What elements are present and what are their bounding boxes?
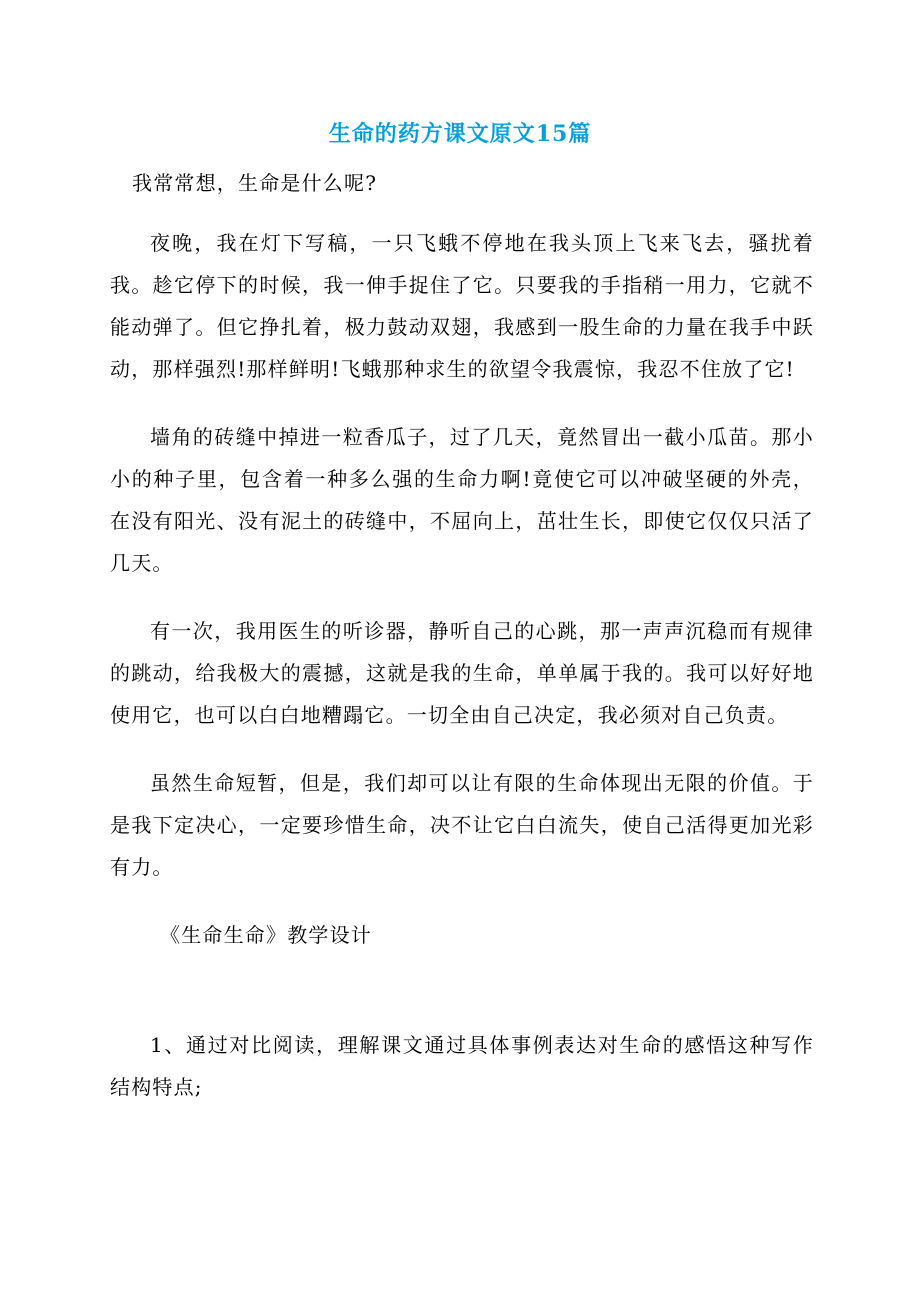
document-body [110, 162, 814, 1134]
paragraph-seed: 墙角的砖缝中掉进一粒香瓜子，过了几天，竟然冒出一截小瓜苗。那小小的种子里，包含着一种多么强的生命力啊!竟使它可以冲破坚硬的外壳，在没有阳光、没有泥土的砖缝中，不屈向上，茁壮生长，即使它仅仅只活了几天。 [110, 425, 814, 575]
section-subheading: 《生命生命》教学设计 [160, 923, 372, 947]
paragraph-moth: 夜晚，我在灯下写稿，一只飞蛾不停地在我头顶上飞来飞去，骚扰着我。趁它停下的时候，我一伸手捉住了它。只要我的手指稍一用力，它就不能动弹了。但它挣扎着，极力鼓动双翅，我感到一股生命的力量在我手中跃动，那样强烈!那样鲜明!飞蛾那种求生的欲望令我震惊，我忍不住放了它! [110, 231, 814, 381]
document-title: 生命的药方课文原文15篇 [328, 121, 592, 147]
paragraph-heartbeat: 有一次，我用医生的听诊器，静听自己的心跳，那一声声沉稳而有规律的跳动，给我极大的震撼，这就是我的生命，单单属于我的。我可以好好地使用它，也可以白白地糟蹋它。一切全由自己决定，我必须对自己负责。 [110, 619, 814, 727]
paragraph-resolution: 虽然生命短暂，但是，我们却可以让有限的生命体现出无限的价值。于是我下定决心，一定要珍惜生命，决不让它白白流失，使自己活得更加光彩有力。 [110, 771, 814, 879]
objective-item: 1、通过对比阅读，理解课文通过具体事例表达对生命的感悟这种写作结构特点; [110, 1033, 814, 1099]
paragraph-intro: 我常常想，生命是什么呢? [132, 171, 378, 195]
